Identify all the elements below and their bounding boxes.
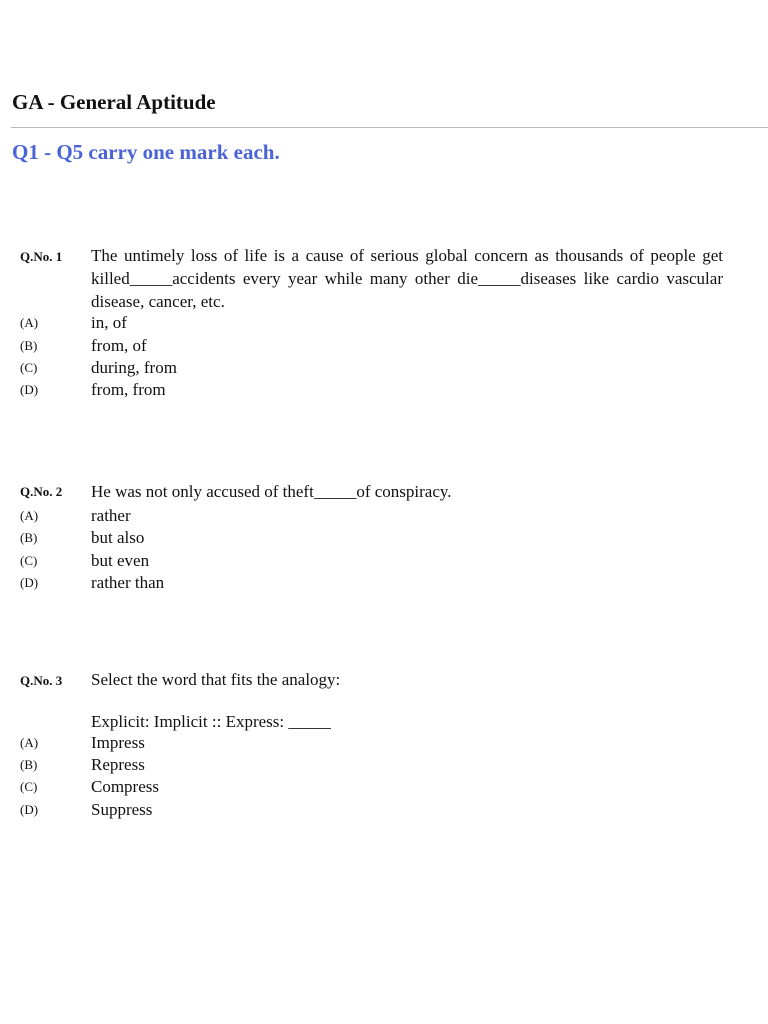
option-text: Impress	[91, 733, 145, 752]
section-title: GA - General Aptitude	[12, 90, 216, 114]
option-letter: (D)	[20, 382, 39, 397]
option-a[interactable]	[0, 505, 768, 527]
option-b[interactable]	[0, 527, 768, 549]
option-letter: (B)	[20, 338, 38, 353]
question-number: Q.No. 3	[20, 673, 63, 688]
option-letter: (A)	[20, 508, 39, 523]
option-letter: (B)	[20, 757, 38, 772]
option-d[interactable]	[0, 379, 768, 401]
option-text: rather	[91, 506, 131, 525]
option-text: but also	[91, 528, 145, 547]
option-letter: (D)	[20, 575, 39, 590]
question-number: Q.No. 2	[20, 484, 63, 499]
option-text: during, from	[91, 358, 177, 377]
option-d[interactable]	[0, 572, 768, 594]
option-text: Repress	[91, 755, 145, 774]
option-letter: (A)	[20, 735, 39, 750]
option-text: rather than	[91, 573, 165, 592]
option-text: but even	[91, 551, 150, 570]
option-b[interactable]	[0, 754, 768, 776]
option-letter: (D)	[20, 802, 39, 817]
question-number: Q.No. 1	[20, 249, 63, 264]
question-text: The untimely loss of life is a cause of serious global concern as thousands of people get killed_____accidents every year while many other die_____diseases like cardio vascular disease, cancer, etc.	[91, 246, 723, 311]
question-text: Select the word that fits the analogy:	[91, 670, 341, 689]
option-a[interactable]	[0, 732, 768, 754]
option-text: Compress	[91, 777, 159, 796]
option-c[interactable]	[0, 550, 768, 572]
option-c[interactable]	[0, 776, 768, 798]
option-c[interactable]	[0, 357, 768, 379]
option-text: Suppress	[91, 800, 153, 819]
marks-note: Q1 - Q5 carry one mark each.	[12, 140, 280, 164]
question-text: He was not only accused of theft_____of conspiracy.	[91, 482, 452, 501]
divider	[11, 127, 768, 128]
option-b[interactable]	[0, 335, 768, 357]
option-letter: (C)	[20, 360, 38, 375]
option-letter: (A)	[20, 315, 39, 330]
analogy-prompt: Explicit: Implicit :: Express: _____	[91, 712, 331, 731]
option-letter: (C)	[20, 779, 38, 794]
option-text: from, from	[91, 380, 166, 399]
option-letter: (C)	[20, 553, 38, 568]
option-text: in, of	[91, 313, 127, 332]
option-d[interactable]	[0, 799, 768, 821]
option-a[interactable]	[0, 312, 768, 334]
option-text: from, of	[91, 336, 147, 355]
option-letter: (B)	[20, 530, 38, 545]
